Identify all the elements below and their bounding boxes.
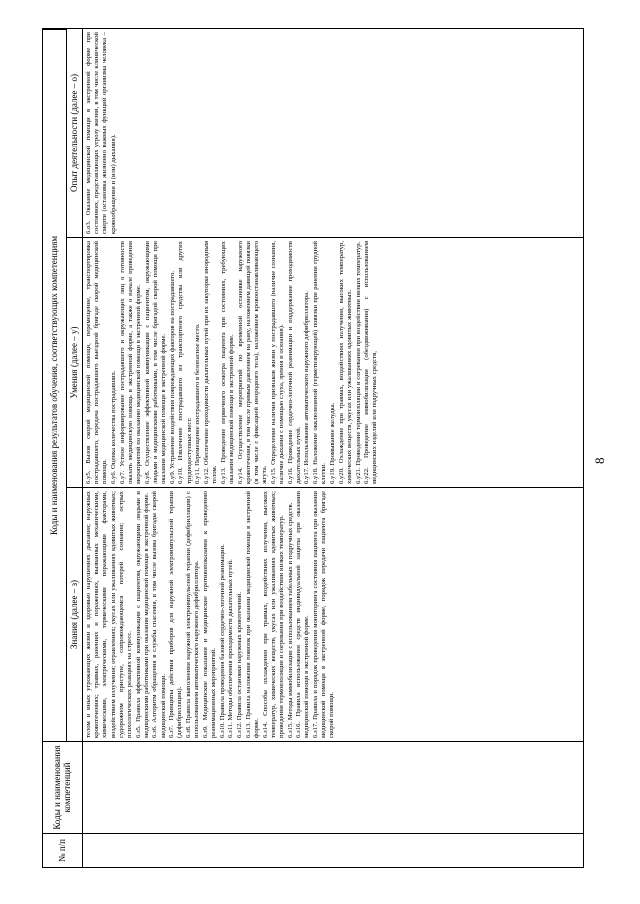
knowledge-item: 6.з7. Принципы действия приборов для наружной электроимпульсной терапии (дефибрилляции). [168, 491, 184, 738]
column-header-competency-codes: Коды и наименования компетенций [43, 741, 83, 833]
knowledge-item: 6.з12. Правила остановки наружных кровотечений. [236, 591, 244, 738]
knowledge-item: 6.з8. Правила выполнения наружной электроимпульсной терапии (дефибрилляции) с использованием автоматического наружного дефибриллятора. [185, 491, 201, 738]
skill-item: 6.у22. Проведение иммобилизации (обездвиживания) с использованием медицинских изделий или подручных средств, [363, 241, 379, 484]
skill-item: 6.у13. Проведение первичного осмотра пациента при состояниях, требующих оказания медицинской помощи в экстренной форме. [219, 241, 235, 484]
column-header-knowledge: Знания (далее – з) [67, 487, 83, 741]
knowledge-item: 6.з10. Правила проведения базовой сердечно-легочной реанимации. [218, 544, 226, 738]
skills-cell [83, 237, 583, 487]
skill-item: 6.у19. Промывание желудка. [328, 402, 336, 484]
knowledge-item: 6.з16. Правила использования средств индивидуальной защиты при оказании медицинской помощи в экстренной форме. [295, 491, 311, 738]
skill-item: 6.у12. Обеспечение проходимости дыхательных путей при их закупорке инородным телом. [202, 241, 219, 484]
column-header-experience: Опыт деятельности (далее – о) [67, 29, 83, 237]
skill-item: 6.у14. Осуществление мероприятий по временной остановке наружного кровотечения, в том числе прямым давлением на рану, наложением давящей повязки (в том числе с фиксацией инородного тела), наложением кровоостанавливающего жгута. [236, 241, 269, 484]
experience-cell [83, 29, 583, 237]
table-group-header: Коды и наименования результатов обучения, соответствующих компетенциям [43, 29, 67, 741]
competency-table [42, 28, 584, 868]
skill-item: 6.у21. Проведение термоизоляции и согревания при воздействии низких температур. [354, 241, 362, 484]
page-number: 8 [592, 457, 607, 464]
knowledge-item: телом и иных угрожающих жизни и здоровью нарушениях дыхания; наружных кровотечениях; травмах, ранениях и поражениях, вызванных механическими, химическими, электрическими, термическими поражающими факторами, воздействием излучения; отравлениях; укусах или ужаливаниях ядовитых животных; судорожном приступе, сопровождающемся потерей сознания; острых психологических реакциях на стресс. [85, 491, 133, 738]
skill-item: 6.у15. Определение наличия признаков жизни у пострадавшего (наличие сознания, наличие дыхания с помощью слуха, зрения и осязания). [269, 241, 285, 484]
knowledge-item: 6.з15. Методы иммобилизации с использованием табельных и подручных средств. [286, 502, 294, 738]
skill-item: 6.у11. Перемещение пострадавшего в безопасное место. [194, 323, 202, 484]
knowledge-item: 6.з17. Правила и порядок проведения мониторинга состояния пациента при оказании медицинской помощи в экстренной форме, порядок передачи пациента бригаде скорой помощи. [312, 491, 336, 738]
skill-item: 6.у10. Извлечение пострадавшего из транспортного средства или других труднодоступных мест. [177, 241, 193, 484]
skill-item: 6.у5. Вызов скорой медицинской помощи, перемещение, транспортировка пострадавшего, передача пострадавшего выездной бригаде скорой медицинской помощи. [85, 241, 109, 484]
cell-number-empty [83, 833, 583, 867]
knowledge-item: 6.з5. Правила эффективной коммуникации с пациентом, окружающими людьми и медицинскими работниками при оказании медицинской помощи в экстренной форме. [134, 491, 150, 738]
knowledge-item: 6.з13. Правила наложения повязок при оказании медицинской помощи в экстренной форме. [244, 491, 260, 738]
skill-item: 6.у9. Устранение воздействия повреждающих факторов на пострадавшего. [168, 270, 176, 484]
skill-item: 6.у17. Использование автоматического наружного дефибриллятора. [303, 291, 311, 484]
knowledge-item: 6.з9. Медицинские показания и медицинские противопоказания к проведению реанимационных мероприятий. [201, 491, 218, 738]
knowledge-item: 6.з14. Способы охлаждения при травмах, воздействиях излучения, высоких температур, химических веществ, укусах или ужаливаниях ядовитых животных; проведения термоизоляции и согревания при воздействии низких температур. [261, 491, 285, 738]
skill-item: 6.у6. Оценка количества пострадавших. [110, 370, 118, 484]
skill-item: 6.у16. Проведение сердечно-легочной реанимации и поддержание проходимости дыхательных путей. [286, 241, 302, 484]
skill-item: 6.у8. Осуществление эффективной коммуникации с пациентом, окружающими людьми и медицинскими работниками, в том числе бригадой скорой помощи при оказании медицинской помощи в экстренной форме. [143, 241, 168, 484]
skill-item: 6.у18. Наложение окклюзионной (герметизирующей) повязки при ранении грудной клетки. [312, 241, 328, 484]
knowledge-item: 6.з6. Алгоритм обращения в службы спасения, в том числе вызова бригады скорой медицинской помощи. [151, 491, 167, 738]
column-header-number: № п/п [43, 833, 83, 867]
column-header-skills: Умения (далее – у) [67, 237, 83, 487]
knowledge-cell [83, 487, 583, 741]
cell-competency-empty [83, 741, 583, 833]
skill-item: 6.у7. Устное информирование пострадавшего и окружающих лиц о готовности оказать медицинскую помощь в экстренной форме, а также о начале проведения мероприятий по оказанию медицинской помощи в экстренной форме. [118, 241, 143, 484]
skill-item: 6.у20. Охлаждение при травмах, воздействиях излучения, высоких температур, химических веществ, укусах или ужаливаниях ядовитых животных. [337, 241, 353, 484]
experience-item: 6.о3. Оказание медицинской помощи в экстренной форме при состояниях, представляющих угрозу жизни, в том числе клинической смерти (остановка жизненно важных функций организма человека – кровообращения и (или) дыхания). [85, 32, 117, 234]
knowledge-item: 6.з11. Методы обеспечения проходимости дыхательных путей. [227, 559, 235, 738]
